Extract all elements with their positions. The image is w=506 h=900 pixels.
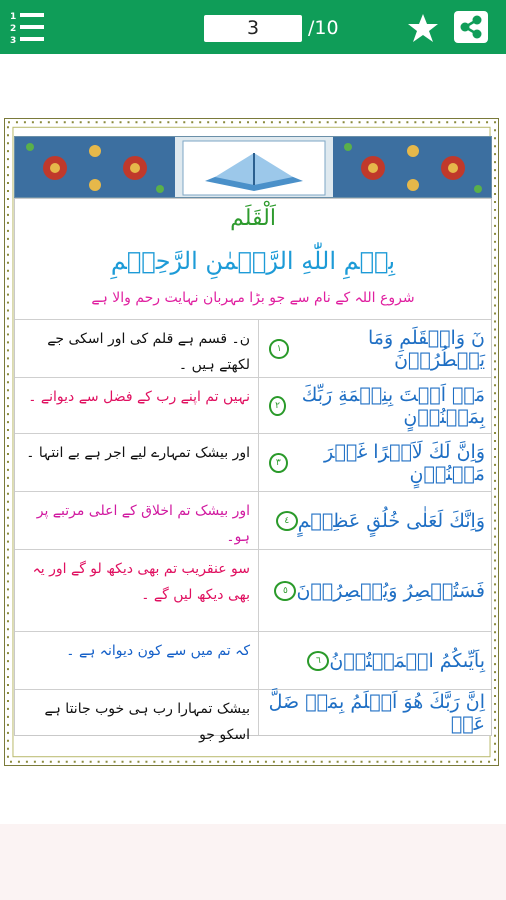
ayah-arabic: [259, 492, 493, 549]
ayah-arabic: [259, 632, 493, 689]
share-button[interactable]: [454, 11, 488, 43]
svg-text:1: 1: [10, 12, 17, 22]
svg-text:2: 2: [10, 24, 17, 34]
ayah-translation: ن۔ قسم ہے قلم کی اور اسکی جے لکھتے ہیں ۔: [15, 320, 259, 377]
menu-button[interactable]: [8, 8, 48, 46]
star-icon: [406, 12, 440, 44]
ayah-translation: نہیں تم اپنے رب کے فضل سے دیوانے ۔: [15, 378, 259, 433]
ayah-number-marker: ٤: [276, 511, 298, 531]
bismillah-translation: شروع اللہ کے نام سے جو بڑا مہربان نہایت رحم والا ہے: [91, 290, 415, 306]
app-toolbar: [0, 0, 506, 54]
bookmark-button[interactable]: [406, 12, 440, 44]
ayah-arabic-text: اِنَّ رَبَّكَ هُوَ اَعۡلَمُ بِمَنۡ ضَلَّ عَنۡ: [268, 690, 485, 735]
ayah-row[interactable]: [15, 689, 491, 743]
page-number-input[interactable]: 3: [204, 15, 302, 42]
svg-text:3: 3: [10, 36, 17, 46]
share-icon: [454, 11, 488, 43]
page-total-label: /10: [308, 17, 339, 39]
ayah-row[interactable]: [15, 549, 491, 631]
ayah-arabic-text: وَاِنَّ لَكَ لَاَجۡرًا غَيۡرَ مَمۡنُوۡنٍ: [324, 440, 485, 485]
ayah-arabic-text: مَاۤ اَنۡتَ بِنِعۡمَةِ رَبِّكَ بِمَجۡنُوۡنٍ: [301, 383, 485, 428]
ayah-translation: سو عنقریب تم بھی دیکھ لو گے اور یہ بھی دیکھ لیں گے ۔: [15, 550, 259, 631]
ayah-number-marker: ٥: [274, 581, 296, 601]
surah-title: اَلْقَلَم: [230, 206, 276, 231]
ayah-arabic-text: وَاِنَّكَ لَعَلٰى خُلُقٍ عَظِيۡمٍ: [297, 509, 485, 532]
ayah-row[interactable]: [15, 433, 491, 491]
ayah-translation: اور بیشک تم اخلاق کے اعلی مرتبے پر ہو۔: [15, 492, 259, 549]
surah-header-banner: [14, 136, 492, 198]
ayah-row[interactable]: [15, 491, 491, 549]
ayah-translation: بیشک تمہارا رب ہی خوب جانتا ہے اسکو جو: [15, 690, 259, 735]
ayah-row[interactable]: [15, 377, 491, 433]
ayah-arabic: [259, 434, 493, 491]
ayah-arabic-text: نٓ وَالۡقَلَمِ وَمَا يَسۡطُرُوۡنَ: [368, 326, 485, 371]
ayah-row[interactable]: [15, 319, 491, 377]
ornamental-quran-banner: [15, 137, 492, 198]
ayah-arabic: [259, 320, 493, 377]
ayah-translation: اور بیشک تمہارے لیے اجر ہے بے انتہا ۔: [15, 434, 259, 491]
ayah-number-marker: ١: [269, 339, 289, 359]
bismillah-arabic: بِسۡمِ اللّٰهِ الرَّحۡمٰنِ الرَّحِيۡمِ: [110, 247, 396, 275]
ayah-translation: کہ تم میں سے کون دیوانہ ہے ۔: [15, 632, 259, 689]
ayah-arabic-text: فَسَتُبۡصِرُ وَيُبۡصِرُوۡنَ: [296, 579, 485, 602]
ayah-row[interactable]: [15, 631, 491, 689]
ayah-number-marker: ٣: [269, 453, 288, 473]
numbered-list-icon: [8, 8, 48, 46]
ayah-arabic: [259, 550, 493, 631]
ayah-arabic: [259, 378, 493, 433]
ayah-arabic: [259, 690, 493, 735]
ayah-arabic-text: بِاَيِّٮكُمُ الۡمَفۡتُوۡنُ: [329, 649, 485, 672]
bottom-blank-area: [0, 824, 506, 900]
surah-content-table: [14, 198, 492, 743]
ayah-number-marker: ٦: [307, 651, 329, 671]
ayah-number-marker: ٢: [269, 396, 286, 416]
